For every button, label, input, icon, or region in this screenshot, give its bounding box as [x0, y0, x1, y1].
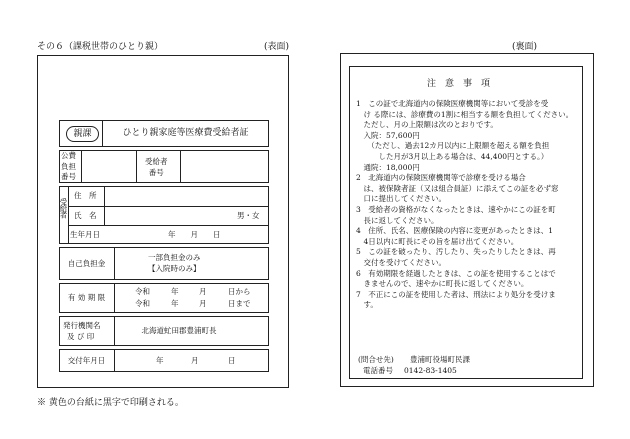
- note-line: きませんので、速やかに町長に返してください。: [356, 279, 529, 289]
- phone-number: 0142-83-1405: [404, 366, 457, 375]
- note-line: 口に提出してください。: [356, 194, 446, 204]
- note-line: （ただし、過去12カ月以内に上限額を超える額を負担: [356, 141, 550, 151]
- issue-date-day: 日: [228, 356, 236, 365]
- note-line: 2 北海道内の保険医療機関等で診療を受ける場合: [356, 173, 526, 183]
- note-line: 入院：57,600円: [356, 130, 420, 140]
- contact-office: 豊浦町役場町民課: [410, 355, 470, 364]
- note-line: 6 有効期限を経過したときは、この証を使用することはで: [356, 268, 556, 278]
- note-line: 長に返してください。: [356, 215, 439, 225]
- issue-date-year: 年: [156, 356, 164, 365]
- address-label: 住 所: [74, 191, 97, 200]
- name-label: 氏 名: [74, 211, 97, 220]
- back-side-label: (裏面): [512, 42, 538, 52]
- validity-label: 有 効 期 限: [67, 293, 106, 302]
- note-line: す。: [356, 300, 378, 310]
- category-badge: 親課: [66, 126, 99, 142]
- note-line: 1 この証で北海道内の保険医療機関等において受診を受: [356, 99, 549, 108]
- front-side-label: (表面): [264, 42, 290, 52]
- birthdate-value: 年 月 日: [168, 230, 221, 239]
- note-line: 4日以内に町長にその旨を届け出てください。: [356, 236, 519, 246]
- note-line: 3 受給者の資格がなくなったときは、速やかにこの証を町: [356, 204, 556, 214]
- issuer-value: 北海道虻田郡豊浦町長: [141, 326, 217, 335]
- notes-list: [356, 99, 573, 311]
- recipient-number-label: 受給者 番号: [145, 157, 168, 177]
- validity-to-month: 月: [199, 299, 207, 308]
- note-line: ただし、月の上限額は次のとおりです。: [356, 120, 498, 130]
- note-line: 4 住所、氏名、医療保険の内容に変更があったときは、1: [356, 226, 553, 236]
- validity-from-month: 月: [199, 287, 207, 296]
- notes-title: 注 意 事 項: [427, 79, 491, 89]
- note-line: は、被保険者証（又は組合員証）に添えてこの証を必ず窓: [356, 183, 559, 193]
- copay-value: 一部負担金のみ 【入院時のみ】: [148, 253, 201, 273]
- note-line: 5 この証を破ったり、汚したり、失ったりしたときは、再: [356, 247, 556, 257]
- footnote: ※ 黄色の台紙に黒字で印刷される。: [37, 398, 184, 408]
- issuer-label: 発行機関名 及 び 印: [63, 321, 101, 341]
- card-title: ひとり親家庭等医療費受給者証: [122, 128, 249, 138]
- note-line: 7 不正にこの証を使用した者は、刑法により処分を受けま: [356, 289, 556, 299]
- contact-label: (問合せ先): [358, 355, 394, 364]
- birthdate-label: 生年月日: [70, 230, 100, 239]
- validity-to-year: 年: [171, 299, 179, 308]
- note-line: した月が3月以上ある場合は、44,400円とする。）: [356, 151, 549, 161]
- page-title: その６（課税世帯のひとり親）: [37, 42, 164, 52]
- validity-to-day: 日まで: [228, 299, 251, 308]
- gender-field: 男・女: [237, 211, 260, 220]
- issue-date-month: 月: [191, 356, 199, 365]
- note-line: 交付を受けてください。: [356, 257, 446, 267]
- recipient-vertical-label: 受給者: [59, 198, 68, 218]
- note-line: 通院：18,000円: [356, 162, 420, 172]
- issue-date-label: 交付年月日: [67, 355, 106, 365]
- note-line: け る際には、診療費の1割に相当する額を負担してください。: [356, 109, 574, 119]
- validity-from-day: 日から: [228, 287, 251, 296]
- validity-to-era: 令和: [135, 299, 150, 308]
- copay-label: 自己負担金: [67, 258, 106, 268]
- validity-from-era: 令和: [135, 287, 150, 296]
- validity-from-year: 年: [171, 287, 179, 296]
- public-expense-label: 公費 負担 番号: [61, 151, 76, 181]
- phone-label: 電話番号: [363, 366, 393, 375]
